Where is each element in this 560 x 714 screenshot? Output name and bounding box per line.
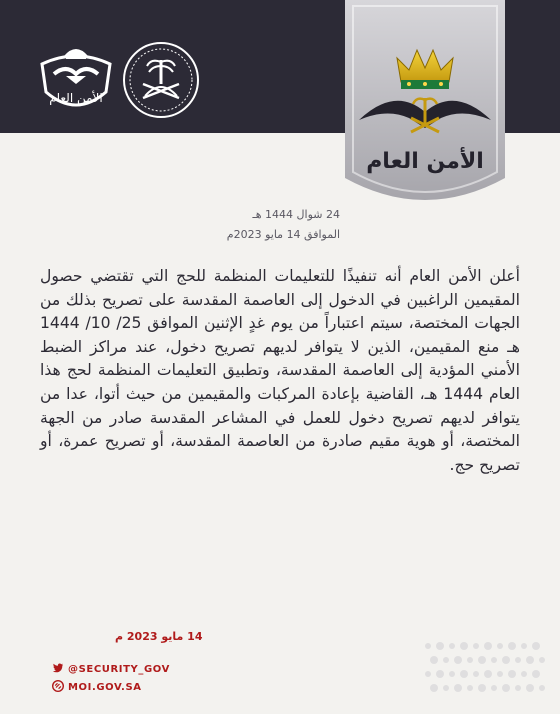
link-chain-icon <box>52 680 64 692</box>
public-security-badge-icon <box>36 40 116 120</box>
website-link[interactable] <box>52 680 142 693</box>
hijri-date: 24 شوال 1444 هـ <box>252 208 340 221</box>
announcement-text: أعلن الأمن العام أنه تنفيذًا للتعليمات المنظمة للحج التي تقتضي حصول المقيمين الراغبين في الدخول إلى العاصمة المقدسة على تصريح بذلك من الجهات المختصة، سيتم اعتباراً من يوم غدٍ الإثنين الموافق 25/ 10/ 1444 هـ منع المقيمين، الذين لا يتوافر لديهم تصريح دخول، عند مراكز الضبط الأمني المؤدية إلى العاصمة المقدسة، وتطبيق التعليمات المنظمة لحج هذا العام 1444 هـ، القاضية بإعادة المركبات والمقيمين من حيث أتوا، عدا من يتوافر لديهم تصريح دخول للعمل في المشاعر المقدسة صادر من الجهة المختصة، أو هوية مقيم صادرة من العاصمة المقدسة، أو تصريح عمرة، أو تصريح حج. <box>40 267 520 474</box>
footer-date: 14 مايو 2023 م <box>115 630 203 643</box>
shield-logo-text: الأمن العام <box>366 149 484 174</box>
public-security-shield-logo-icon <box>345 0 505 205</box>
badge-logo-text: الأمن العام <box>49 91 103 105</box>
gregorian-date: الموافق 14 مايو 2023م <box>226 228 340 241</box>
saudi-palm-swords-emblem-icon <box>121 40 201 120</box>
twitter-handle: @SECURITY_GOV <box>68 664 170 675</box>
twitter-handle-link[interactable] <box>52 662 170 675</box>
website-url: MOI.GOV.SA <box>68 682 142 693</box>
announcement-dates <box>227 205 340 245</box>
twitter-bird-icon <box>52 662 64 674</box>
decorative-dots-pattern <box>418 626 560 706</box>
